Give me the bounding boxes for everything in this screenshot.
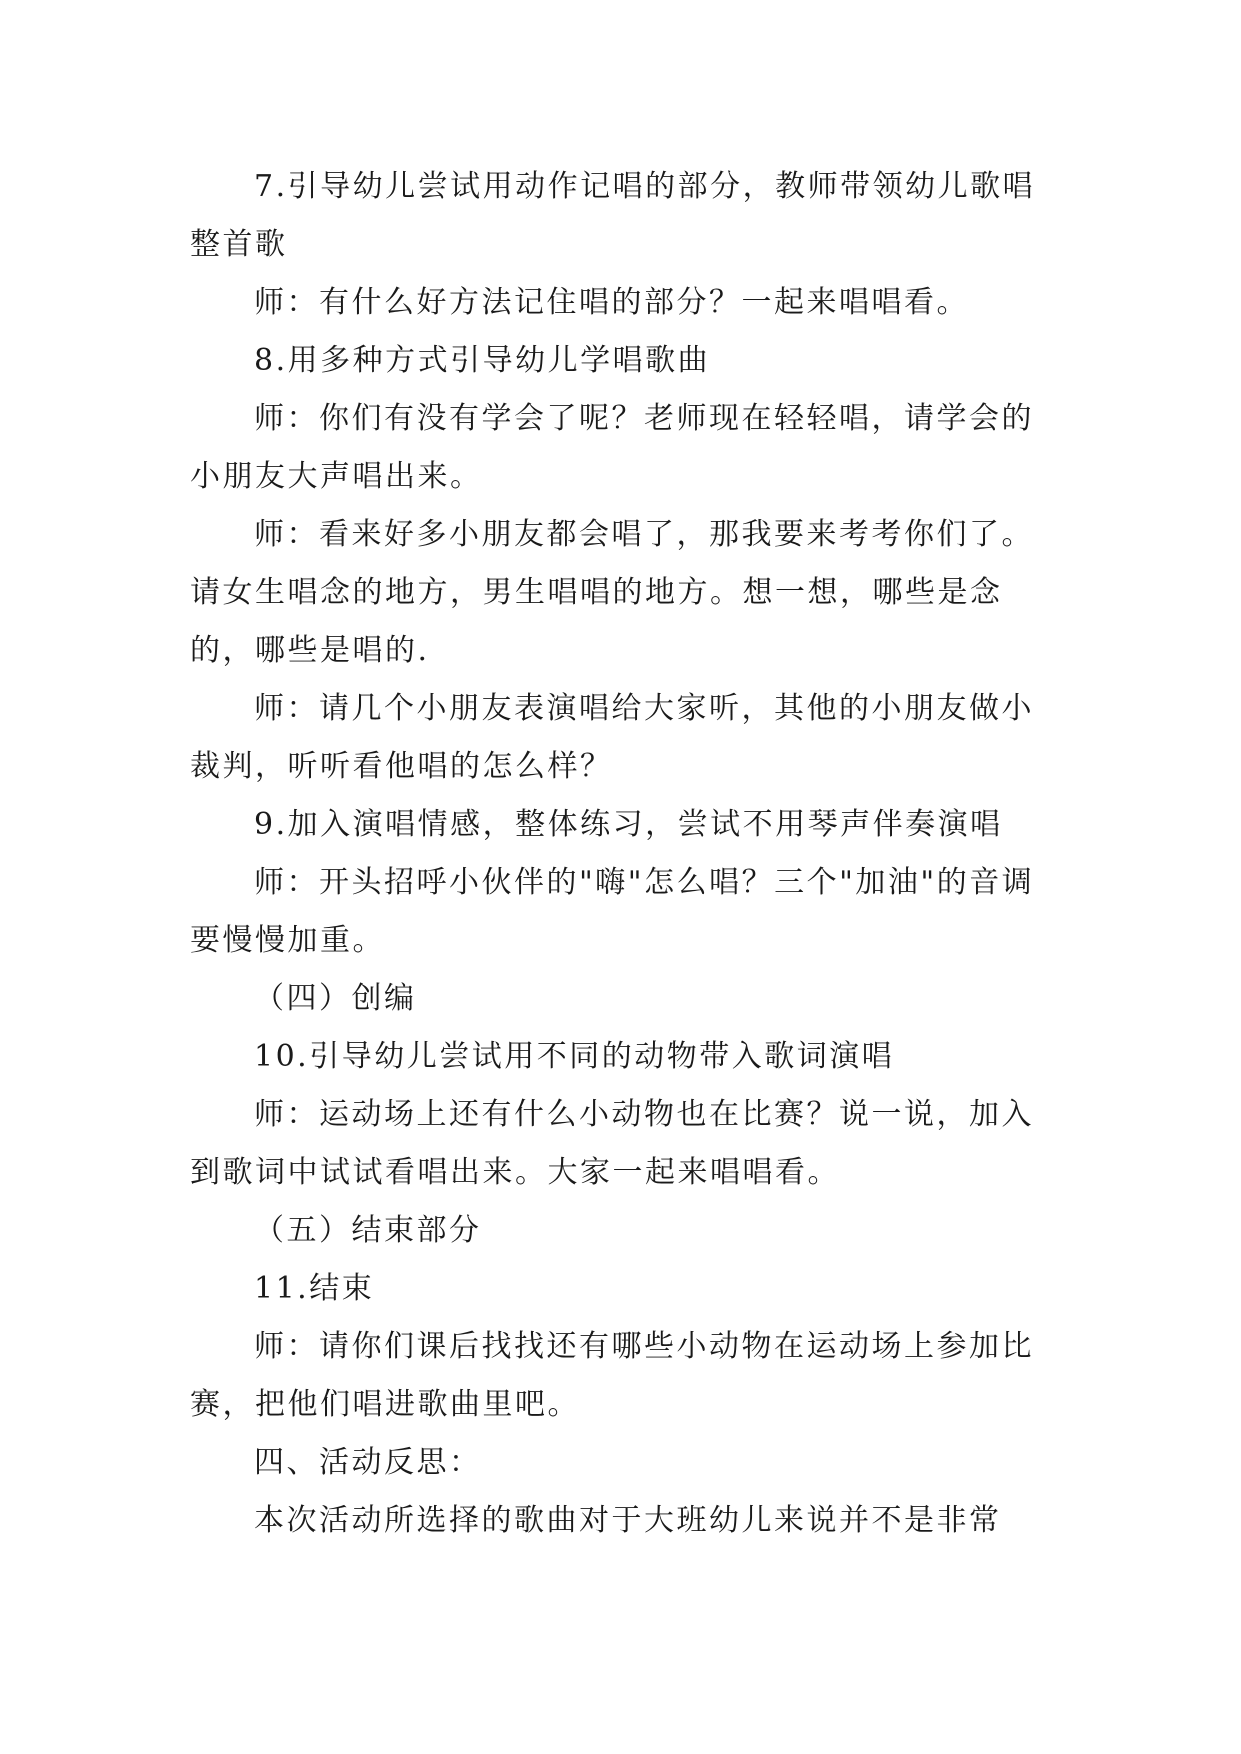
paragraph-reflection: 本次活动所选择的歌曲对于大班幼儿来说并不是非常 [254, 1503, 1002, 1538]
section-heading-ending: （五）结束部分 [254, 1213, 482, 1248]
paragraph-teacher-line: 师：开头招呼小伙伴的"嗨"怎么唱？三个"加油"的音调要慢慢加重。 [190, 865, 1035, 958]
paragraph-step-9: 9.加入演唱情感，整体练习，尝试不用琴声伴奏演唱 [254, 807, 1003, 842]
section-heading-reflection: 四、活动反思： [254, 1445, 482, 1480]
paragraph-teacher-line: 师：运动场上还有什么小动物也在比赛？说一说，加入到歌词中试试看唱出来。大家一起来唱唱看。 [190, 1097, 1034, 1190]
paragraph-teacher-line: 师：请几个小朋友表演唱给大家听，其他的小朋友做小裁判，听听看他唱的怎么样？ [190, 691, 1034, 784]
paragraph-step-7: 7.引导幼儿尝试用动作记唱的部分，教师带领幼儿歌唱整首歌 [190, 169, 1036, 262]
document-body [190, 158, 1050, 1550]
paragraph-teacher-line: 师：请你们课后找找还有哪些小动物在运动场上参加比赛，把他们唱进歌曲里吧。 [190, 1329, 1034, 1422]
paragraph-step-8: 8.用多种方式引导幼儿学唱歌曲 [254, 343, 711, 378]
paragraph-teacher-line: 师：有什么好方法记住唱的部分？一起来唱唱看。 [254, 285, 969, 320]
section-heading-create: （四）创编 [254, 981, 417, 1016]
paragraph-teacher-line: 师：看来好多小朋友都会唱了，那我要来考考你们了。请女生唱念的地方，男生唱唱的地方。想一想，哪些是念的，哪些是唱的. [190, 517, 1034, 668]
paragraph-step-11: 11.结束 [254, 1271, 375, 1306]
paragraph-step-10: 10.引导幼儿尝试用不同的动物带入歌词演唱 [254, 1039, 895, 1074]
paragraph-teacher-line: 师：你们有没有学会了呢？老师现在轻轻唱，请学会的小朋友大声唱出来。 [190, 401, 1034, 494]
